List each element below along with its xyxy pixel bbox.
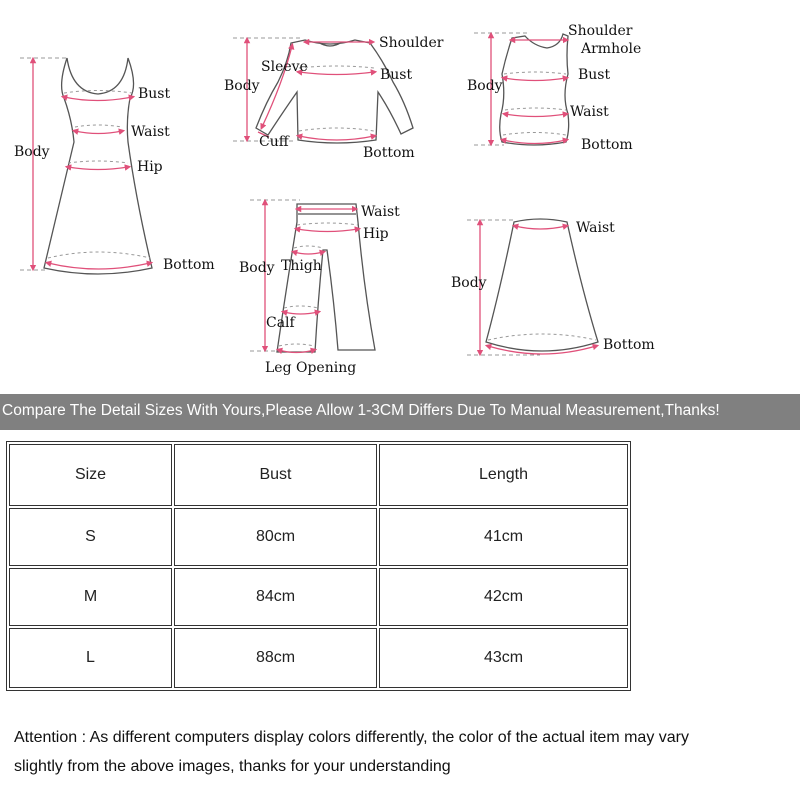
attention-note xyxy=(14,723,734,781)
vest-waist-label: Waist xyxy=(570,104,609,120)
shirt-shoulder-label: Shoulder xyxy=(379,35,444,51)
dress-waist-line xyxy=(75,131,122,134)
attention-line-2: slightly from the above images, thanks for your understanding xyxy=(14,758,451,775)
shirt-sleeve-label: Sleeve xyxy=(261,59,308,75)
vest-bust-label: Bust xyxy=(578,67,611,83)
vest-bust-line xyxy=(504,78,566,81)
dress-bust-label: Bust xyxy=(138,86,171,102)
shirt-bottom-label: Bottom xyxy=(363,145,415,161)
bust-cell: 80cm xyxy=(174,508,377,566)
vest-bottom-label: Bottom xyxy=(581,137,633,153)
dress-bust-line xyxy=(64,97,132,101)
size-table xyxy=(6,441,631,691)
vest-outline xyxy=(500,34,569,145)
bust-cell: 84cm xyxy=(174,568,377,626)
vest-armhole-label: Armhole xyxy=(581,41,642,57)
vest-waist-line xyxy=(505,114,566,117)
shirt-bust-label: Bust xyxy=(380,67,413,83)
header-length: Length xyxy=(379,444,628,506)
shirt-diagram xyxy=(224,35,444,161)
garment-measurement-diagrams xyxy=(0,0,800,392)
table-header-row xyxy=(9,444,628,506)
skirt-waist-line xyxy=(515,226,566,229)
table-row xyxy=(9,568,628,626)
pants-hip-line xyxy=(297,229,358,232)
skirt-diagram xyxy=(451,219,655,355)
shirt-outline xyxy=(256,40,413,143)
shirt-body-label: Body xyxy=(224,78,260,94)
shirt-bust-line xyxy=(299,72,374,75)
header-size: Size xyxy=(9,444,172,506)
length-cell: 43cm xyxy=(379,628,628,688)
pants-calf-label: Calf xyxy=(266,315,295,331)
dress-bottom-label: Bottom xyxy=(163,257,215,273)
pants-hip-label: Hip xyxy=(363,226,389,242)
dress-bottom-line xyxy=(48,263,150,269)
skirt-waist-label: Waist xyxy=(576,220,615,236)
pants-thigh-line xyxy=(294,252,323,254)
vest-shoulder-label: Shoulder xyxy=(568,23,633,39)
skirt-bottom-label: Bottom xyxy=(603,337,655,353)
dress-hip-line xyxy=(68,167,128,170)
compare-sizes-banner xyxy=(0,394,800,430)
dress-body-label: Body xyxy=(14,144,50,160)
size-cell: M xyxy=(9,568,172,626)
size-cell: L xyxy=(9,628,172,688)
skirt-outline xyxy=(486,219,598,351)
vest-diagram xyxy=(467,23,641,153)
vest-body-label: Body xyxy=(467,78,503,94)
skirt-body-label: Body xyxy=(451,275,487,291)
table-row xyxy=(9,508,628,566)
pants-leg-opening-label: Leg Opening xyxy=(265,360,357,376)
pants-diagram xyxy=(239,200,400,376)
pants-thigh-label: Thigh xyxy=(281,258,322,274)
bust-cell: 88cm xyxy=(174,628,377,688)
dress-hip-label: Hip xyxy=(137,159,163,175)
shirt-bottom-line xyxy=(299,136,374,140)
pants-body-label: Body xyxy=(239,260,275,276)
dress-outline xyxy=(44,58,152,274)
attention-line-1: Attention : As different computers display colors differently, the color of the actual item may vary xyxy=(14,729,689,746)
length-cell: 42cm xyxy=(379,568,628,626)
banner-text: Compare The Detail Sizes With Yours,Please Allow 1-3CM Differs Due To Manual Measurement,Thanks! xyxy=(2,402,720,419)
header-bust: Bust xyxy=(174,444,377,506)
pants-calf-line xyxy=(284,312,318,314)
pants-waist-label: Waist xyxy=(361,204,400,220)
dress-diagram xyxy=(14,58,215,274)
dress-waist-label: Waist xyxy=(131,124,170,140)
table-row xyxy=(9,628,628,688)
length-cell: 41cm xyxy=(379,508,628,566)
size-cell: S xyxy=(9,508,172,566)
shirt-cuff-label: Cuff xyxy=(259,134,289,150)
